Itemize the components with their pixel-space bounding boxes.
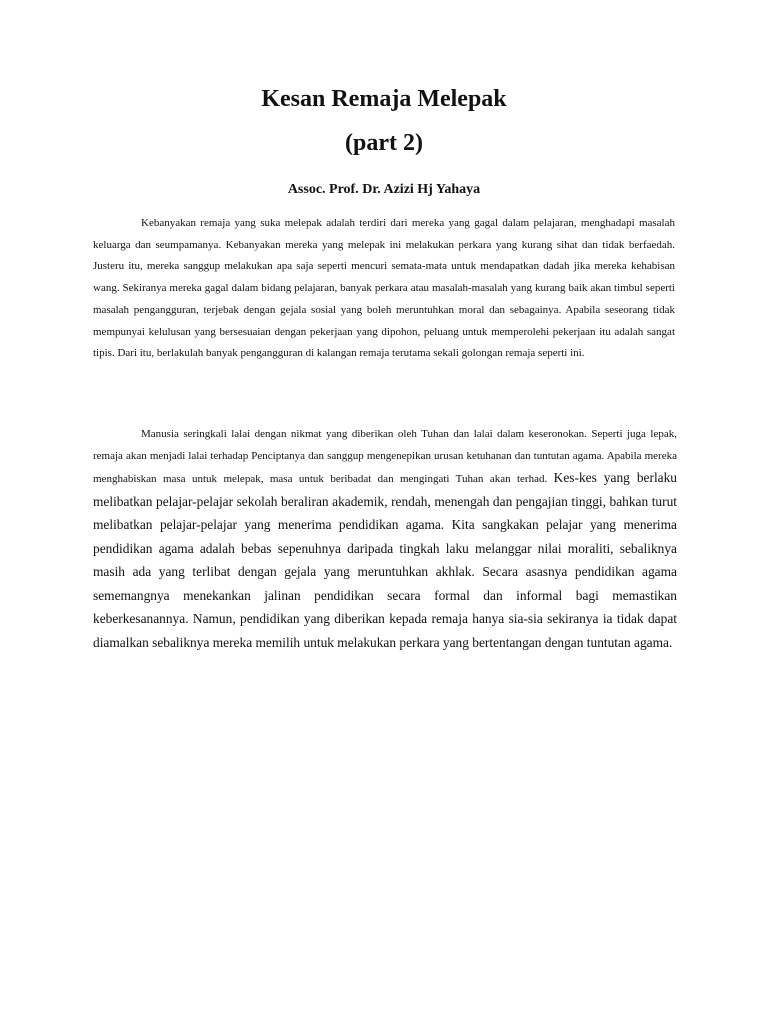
author-line: Assoc. Prof. Dr. Azizi Hj Yahaya bbox=[287, 182, 481, 197]
document-title: Kesan Remaja Melepak bbox=[261, 86, 507, 112]
body-paragraph-1: Kebanyakan remaja yang suka melepak adalah terdiri dari mereka yang gagal dalam pelajaran, menghadapi masalah keluarga dan seumpamanya. Kebanyakan mereka yang melepak ini melakukan perkara yang kurang sihat dan tidak berfaedah. Justeru itu, mereka sanggup melakukan apa saja seperti mencuri semata-mata untuk mendapatkan dadah jika mereka kehabisan wang. Sekiranya mereka gagal dalam bidang pelajaran, banyak perkara atau masalah-masalah yang kurang baik akan timbul seperti masalah pengangguran, terjebak dengan gejala sosial yang boleh meruntuhkan moral dan sebagainya. Apabila seseorang tidak mempunyai kelulusan yang bersesuaian dengan pekerjaan yang dipohon, peluang untuk memperolehi pekerjaan itu adalah sangat tipis. Dari itu, berlakulah banyak pengangguran di kalangan remaja terutama sekali golongan remaja seperti ini. bbox=[93, 217, 675, 360]
body-paragraph-2 bbox=[93, 424, 677, 655]
body-paragraph-2-small-text: Manusia seringkali lalai dengan nikmat yang diberikan oleh Tuhan dan lalai dalam keseronokan. Seperti juga lepak, remaja akan menjadi lalai terhadap Penciptanya dan sanggup mengenepikan urusan ketuhanan dan tuntutan agama. Apabila mereka menghabiskan masa untuk melepak, masa untuk beribadat dan mengingati Tuhan akan terhad. bbox=[93, 428, 677, 485]
document-subtitle: (part 2) bbox=[345, 130, 423, 156]
body-paragraph-2-large-text: Kes-kes yang berlaku melibatkan pelajar-pelajar sekolah beraliran akademik, rendah, menengah dan pengajian tinggi, bahkan turut melibatkan pelajar-pelajar yang menerima pendidikan agama. Kita sangkakan pelajar yang menerima pendidikan agama adalah bebas sepenuhnya daripada tingkah laku melanggar nilai moraliti, sebaliknya masih ada yang terlibat dengan gejala yang meruntuhkan akhlak. Secara asasnya pendidikan agama sememangnya menekankan jalinan pendidikan secara formal dan informal bagi memastikan keberkesanannya. Namun, pendidikan yang diberikan kepada remaja hanya sia-sia sekiranya ia tidak dapat diamalkan sebaliknya mereka memilih untuk melakukan perkara yang bertentangan dengan tuntutan agama. bbox=[93, 470, 677, 650]
